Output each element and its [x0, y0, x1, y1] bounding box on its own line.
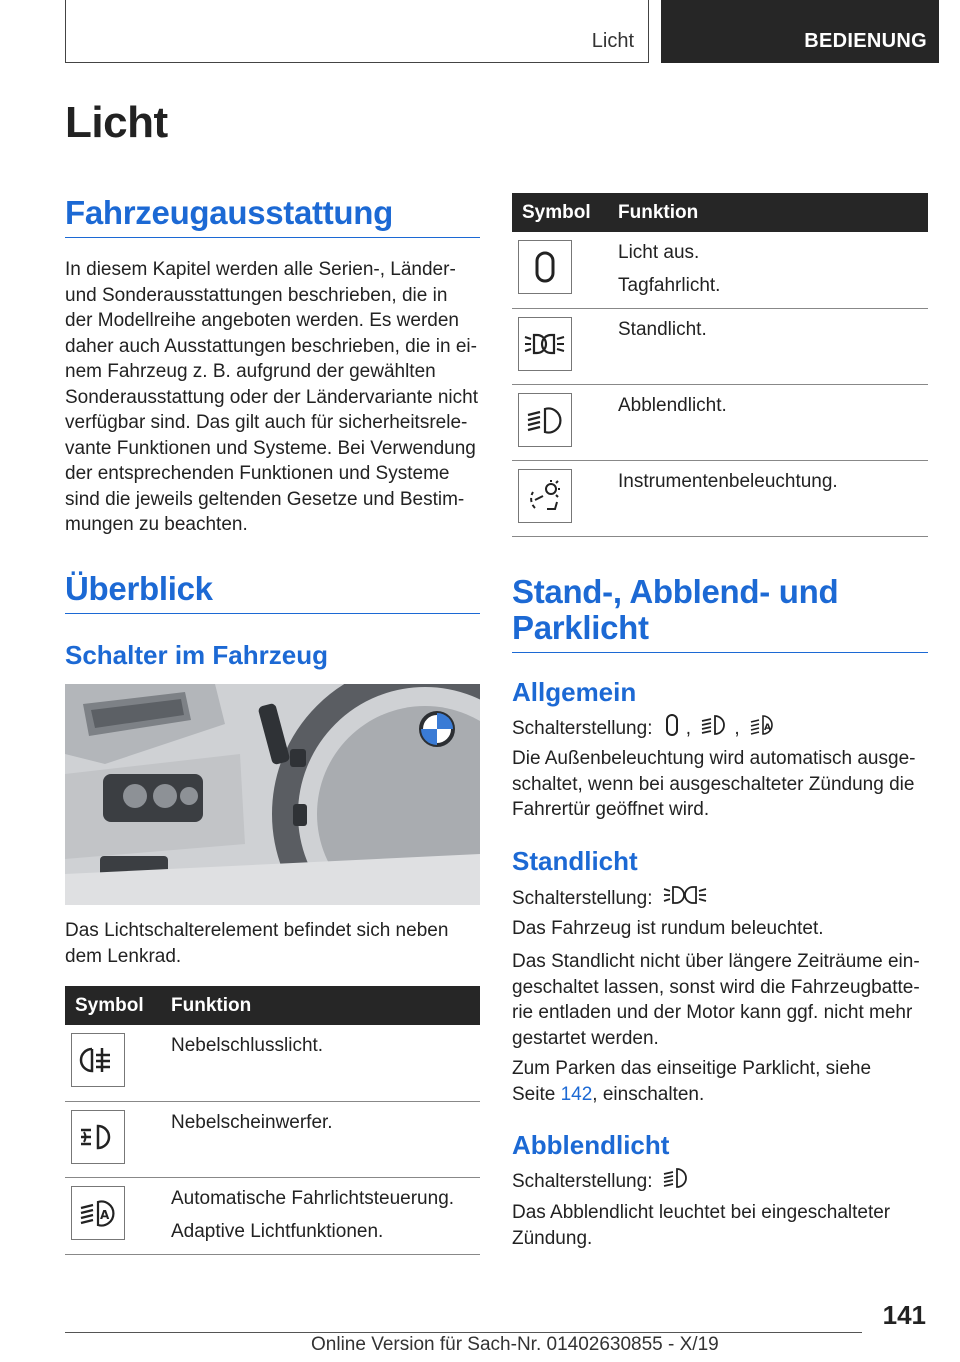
table-row [512, 309, 928, 385]
table-row [512, 461, 928, 537]
table-row [65, 1101, 480, 1177]
footer-divider [65, 1332, 862, 1333]
col-symbol-header: Symbol [65, 986, 161, 1025]
symbol-table-left [65, 986, 480, 1255]
table-header-row [65, 986, 480, 1025]
header-section-label: Licht [591, 30, 634, 52]
standlicht-text-3: Zum Parken das einseitige Parklicht, siehe Seite 142, einschalten. [512, 1058, 872, 1105]
function-text: Standlicht. [618, 319, 707, 340]
table-row [512, 232, 928, 309]
allgemein-switch-line: Schalterstellung: , , A [512, 713, 928, 745]
function-text: Abblendlicht. [618, 395, 727, 416]
instrument-lighting-icon [518, 469, 572, 523]
standlicht-text-1: Das Fahrzeug ist rundum beleuchtet. [512, 918, 824, 939]
table-row [512, 385, 928, 461]
standlicht-switch-line [512, 883, 928, 915]
automatic-headlight-icon [71, 1186, 125, 1240]
header-chapter-label: BEDIENUNG [804, 30, 927, 52]
function-text: Automatische Fahrlichtsteuerung. [171, 1187, 455, 1209]
fahrzeugausstattung-text: In diesem Kapitel werden alle Serien-, Länder- und Sonderausstattungen beschrieben, die in der Modellreihe angeboten werden. Es werden daher auch Ausstattungen beschrieben, die in einem Fahrzeug z. B. aufgrund der gewählten Sonderausstattung oder der Ländervariante nicht verfügbar sind. Das gilt auch für sicherheitsrelevante Funktionen und Systeme. Bei Verwendung der entsprechenden Funktionen und Systeme sind die jeweils geltenden Gesetze und Bestimmungen zu beachten. [65, 259, 478, 535]
function-text: Licht aus. [618, 242, 700, 263]
table-header-row [512, 193, 928, 232]
parking-light-icon [518, 317, 572, 371]
standlicht-text-2: Das Standlicht nicht über längere Zeiträume eingeschaltet lassen, sonst wird die Fahrzeugbatterie entladen und der Motor kann ggf. nicht mehr gestartet werden. [512, 951, 920, 1049]
dashboard-illustration [65, 684, 480, 905]
function-text: Nebelscheinwerfer. [171, 1111, 333, 1133]
function-text: Adaptive Lichtfunktionen. [171, 1220, 384, 1242]
header-chapter-box [661, 0, 939, 63]
table-row [65, 1025, 480, 1101]
parking-light-icon [662, 883, 710, 915]
page-number: 141 [882, 1300, 926, 1330]
front-fog-light-icon [71, 1110, 125, 1164]
heading-stand-abblend-parklicht: Stand-, Abblend- und Parklicht [512, 574, 928, 653]
heading-fahrzeugausstattung: Fahrzeugausstattung [65, 195, 480, 238]
abblendlicht-text: Das Abblendlicht leuchtet bei eingeschalteter Zündung. [512, 1202, 891, 1249]
heading-schalter-im-fahrzeug: Schalter im Fahrzeug [65, 640, 328, 670]
function-text: Nebelschlusslicht. [171, 1035, 324, 1056]
heading-ueberblick: Überblick [65, 571, 480, 614]
page-title: Licht [65, 98, 168, 147]
col-funktion-header: Funktion [161, 986, 480, 1025]
dashboard-switch-photo [65, 684, 480, 905]
page-link-142[interactable]: 142 [560, 1083, 593, 1105]
function-text: Tagfahrlicht. [618, 275, 721, 296]
low-beam-icon [700, 713, 730, 745]
switch-label: Schalterstellung: [512, 887, 653, 909]
col-symbol-header: Symbol [512, 193, 608, 232]
heading-standlicht: Standlicht [512, 846, 638, 876]
allgemein-text: Die Außenbeleuchtung wird automatisch ausgeschaltet, wenn bei ausgeschalteter Zündung die Fahrertür geöffnet wird. [512, 748, 916, 820]
svg-text:A: A [763, 723, 771, 733]
symbol-table-right [512, 193, 928, 537]
abblendlicht-switch-line [512, 1166, 928, 1198]
low-beam-icon [518, 393, 572, 447]
low-beam-icon [662, 1166, 692, 1198]
photo-caption: Das Lichtschalterelement befindet sich neben dem Lenkrad. [65, 920, 449, 967]
rear-fog-light-icon [71, 1033, 125, 1087]
switch-label: Schalterstellung: [512, 717, 653, 739]
function-text: Instrumentenbeleuchtung. [618, 471, 838, 492]
heading-allgemein: Allgemein [512, 677, 637, 707]
switch-label: Schalterstellung: [512, 1170, 653, 1192]
heading-abblendlicht: Abblendlicht [512, 1130, 670, 1160]
svg-text:A: A [100, 1207, 110, 1222]
col-funktion-header: Funktion [608, 193, 928, 232]
light-off-icon [518, 240, 572, 294]
footer-text: Online Version für Sach-Nr. 01402630855 - X/19 [311, 1334, 719, 1355]
light-off-icon [662, 713, 682, 745]
header-section-box [65, 0, 649, 63]
automatic-headlight-icon [749, 713, 779, 745]
table-row [65, 1177, 480, 1254]
